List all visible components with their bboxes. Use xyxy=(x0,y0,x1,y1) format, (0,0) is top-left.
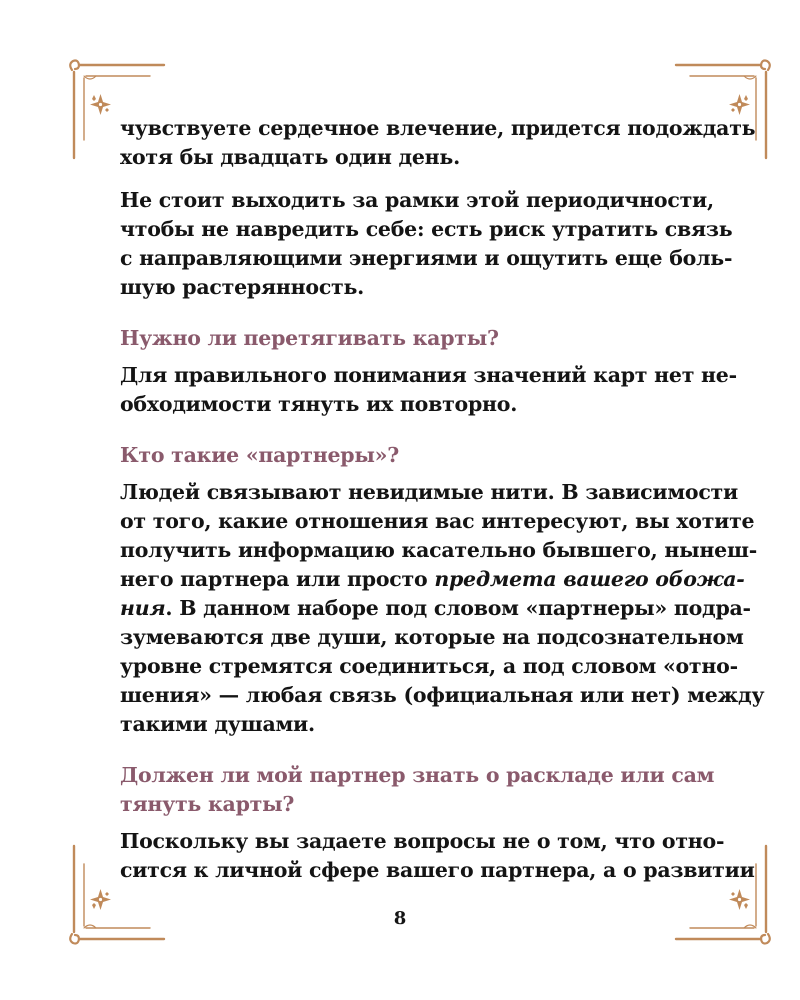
paragraph-partners-answer xyxy=(120,478,765,739)
text-line: шения» — любая связь (официальная или нет) между xyxy=(120,683,765,707)
paragraph-partner-involvement-answer xyxy=(120,827,755,885)
text-segment: . В данном наборе под словом «партнеры» подра- xyxy=(165,596,751,620)
heading-line: Кто такие «партнеры»? xyxy=(120,443,399,467)
text-line: шую растерянность. xyxy=(120,275,365,299)
text-line: сится к личной сфере вашего партнера, а о развитии xyxy=(120,858,755,882)
text-line: чтобы не навредить себе: есть риск утратить связь xyxy=(120,217,733,241)
paragraph-redraw-answer xyxy=(120,361,737,419)
heading-line: Должен ли мой партнер знать о раскладе или сам xyxy=(120,763,715,787)
section-heading-redraw xyxy=(120,324,712,353)
text-line: с направляющими энергиями и ощутить еще боль- xyxy=(120,246,733,270)
text-line: от того, какие отношения вас интересуют, вы хотите xyxy=(120,509,755,533)
text-line: такими душами. xyxy=(120,712,315,736)
italic-phrase: предмета вашего обожа- xyxy=(434,567,745,591)
text-line: Поскольку вы задаете вопросы не о том, что отно- xyxy=(120,829,725,853)
italic-phrase-tail: ния xyxy=(120,596,166,620)
text-line: Для правильного понимания значений карт нет не- xyxy=(120,363,737,387)
text-segment: него партнера или просто xyxy=(120,567,435,591)
text-line: Не стоит выходить за рамки этой периодичности, xyxy=(120,188,714,212)
text-line: чувствуете сердечное влечение, придется подождать xyxy=(120,116,756,140)
text-line: хотя бы двадцать один день. xyxy=(120,145,460,169)
section-heading-partner-involvement xyxy=(120,761,715,819)
text-line xyxy=(120,594,751,623)
heading-line: тянуть карты? xyxy=(120,792,295,816)
text-line: обходимости тянуть их повторно. xyxy=(120,392,518,416)
text-line: зумеваются две души, которые на подсознательном xyxy=(120,625,744,649)
text-line: Людей связывают невидимые нити. В зависимости xyxy=(120,480,738,504)
page-number: 8 xyxy=(393,908,407,929)
paragraph-periodicity xyxy=(120,186,733,302)
section-heading-partners xyxy=(120,441,712,470)
text-line: уровне стремятся соединиться, а под словом «отно- xyxy=(120,654,738,678)
text-line xyxy=(120,565,745,594)
text-line: получить информацию касательно бывшего, нынеш- xyxy=(120,538,757,562)
page-body xyxy=(120,114,765,899)
paragraph-waiting-period xyxy=(120,114,756,172)
heading-line: Нужно ли перетягивать карты? xyxy=(120,326,499,350)
